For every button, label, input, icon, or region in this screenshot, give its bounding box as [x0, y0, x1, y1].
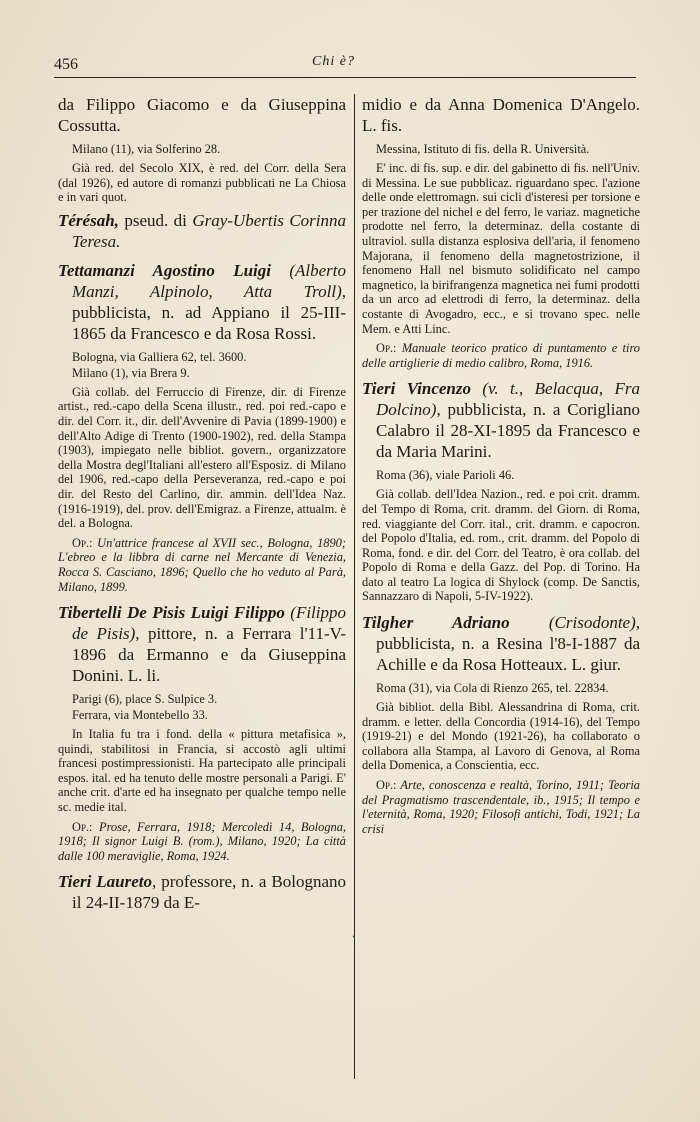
entry-name: Tieri Vincenzo	[362, 379, 472, 399]
works-list: Arte, conoscenza e realtà, Torino, 1911; Teoria del Pragmatismo trascendentale, ib., 1915; Il tempo e l'eternità, Roma, 1920; Filosofi antichi, Todi, 1921; La crisi	[362, 778, 640, 836]
entry-works	[58, 820, 346, 864]
entry-summary: , pubblicista, n. ad Appiano il 25-III-1865 da Francesco e da Rosa Rossi.	[72, 281, 346, 343]
works-list: Un'attrice francese al XVII sec., Bologna, 1890; L'ebreo e la libbra di carne nel Mercante di Venezia, Rocca S. Casciano, 1896; Quello che ho veduto al Parà, Milano, 1899.	[58, 535, 346, 594]
address-line: Messina, Istituto di fis. della R. Università.	[376, 142, 590, 156]
address-line: Milano (1), via Brera 9.	[72, 365, 190, 380]
entry-biography: In Italia fu tra i fond. della « pittura metafisica », quindi, stabilitosi in Francia, si accostò agli ultimi francesi postimpressionisti. Ha partecipato alle principali espos. ital. ed ha tenuto delle mostre personali a Parigi. E' anche crit. d'arte ed ha insegnato per qualche tempo nelle sc. medie ital.	[58, 727, 346, 815]
works-label: Op.:	[72, 819, 93, 834]
entry-continuation: da Filippo Giacomo e da Giuseppina Cossutta.	[58, 95, 346, 135]
entry-summary: , pubblicista, n. a Resina l'8-I-1887 da Achille e da Rosa Hotteaux. L. giur.	[376, 613, 640, 675]
entry-summary: , pubblicista, n. a Corigliano Calabro il 28-XI-1895 da Francesco e da Maria Marini.	[376, 400, 640, 462]
works-label: Op.:	[376, 341, 397, 356]
address-line: Roma (36), viale Parioli 46.	[376, 468, 515, 483]
address-line: Milano (11), via Solferino 28.	[72, 142, 221, 156]
address-line: Parigi (6), place S. Sulpice 3.	[72, 692, 218, 707]
entry-address	[362, 680, 640, 696]
entry-pseudonyms: (v. t., Belacqua, Fra Dolcino)	[376, 379, 640, 420]
right-column	[362, 94, 640, 841]
header-rule	[54, 77, 636, 78]
entry-name: Térésah,	[58, 210, 119, 230]
entry-address	[362, 141, 640, 157]
entry-works	[58, 536, 346, 594]
entry-works	[362, 778, 640, 836]
address-line: Bologna, via Galliera 62, tel. 3600.	[72, 349, 247, 364]
entry-pseudonyms: (Crisodonte)	[509, 613, 636, 633]
entry-address	[362, 467, 640, 483]
entry-biography: Già collab. dell'Idea Nazion., red. e poi crit. dramm. del Tempo di Roma, crit. dramm. del Giorn. di Roma, red. viaggiante del Corr. ital., crit. dramm. e capocron. del Popolo d'Italia, ed. rom., crit. dramm. del Popolo di Roma, fond. e dir. del Corr. del Teatro, è ora collab. del Popolo di Roma e della Gazz. del Pop. di Torino. Ha dato al teatro La logica di Shylock (comp. De Sanctis, Sannazzaro di Napoli, 5-IV-1922).	[362, 487, 640, 604]
entry-pseudonyms: (Alberto Manzi, Alpinolo, Atta Troll)	[72, 260, 346, 301]
entry-continuation: midio e da Anna Domenica D'Angelo. L. fis.	[362, 95, 640, 135]
page-header	[54, 52, 636, 78]
entry-name: Tettamanzi Agostino Luigi	[58, 260, 272, 280]
entry-address	[58, 141, 346, 157]
entry-heading	[362, 612, 640, 675]
left-column	[58, 94, 346, 918]
page-number: 456	[54, 56, 78, 73]
margin-mark: ‹	[352, 930, 356, 942]
entry-address	[58, 349, 346, 381]
entry-heading	[58, 602, 346, 686]
works-label: Op.:	[72, 535, 93, 550]
entry-summary: , pittore, n. a Ferrara l'11-V-1896 da Ermanno e da Giuseppina Donini. L. li.	[72, 624, 346, 686]
entry-pseudonyms: (Filippo de Pisis)	[72, 603, 346, 644]
entry-works	[362, 341, 640, 370]
address-line: Roma (31), via Cola di Rienzo 265, tel. 22834.	[376, 681, 609, 696]
entry-biography: Già collab. del Ferruccio di Firenze, dir. di Firenze artist., red.-capo della Scena illustr., red. poi red.-capo e dir. del Corr. it., dir. dell'Avvenire di Pavia (1899-1900) e dell'Alto Adige di Trento (1900-1902), red. della Stampa (1903), impiegato nelle bibliot. govern., organizzatore della Mostra degl'Italiani all'estero all'Esposiz. di Milano del 1906, red.-capo della Perseveranza, red.-capo e poi dir. del Resto del Carlino, dir. ammin. dell'Idea Naz. (1916-1919), del. prov. dell'Emigraz. a Firenze, attualm. è del. a Bologna.	[58, 384, 346, 531]
running-head: Chi è?	[312, 54, 355, 69]
entry-name: Tieri Laureto	[58, 872, 153, 892]
entry-biography: E' inc. di fis. sup. e dir. del gabinetto di fis. nell'Univ. di Messina. Le sue pubblicaz. riguardano spec. l'azione delle onde elettromagn. sui cicli d'isteresi per torsione e per trazione del nichel e del ferro, le variaz. magnetiche prodotte nel ferro, la determinaz. della costante di ultraviol. sulla distanza esplosiva dell'aria, il fenomeno Majorana, il fenomeno della magnetostrizione, il fenomeno Hall nel bismuto solidificato nel campo magnetico, la birifrangenza magnetica nei fumi prodotti da un arco ad elettrodi di ferro, la determinaz. della costante di Avogadro, ecc., e si trovano spec. nelle Mem. e Atti Linc.	[362, 161, 640, 336]
address-line: Ferrara, via Montebello 33.	[72, 708, 208, 723]
works-list: Prose, Ferrara, 1918; Mercoledì 14, Bologna, 1918; Il signor Luigi B. (rom.), Milano, 1920; La città dalle 100 meraviglie, Roma, 1924.	[58, 819, 346, 863]
works-list: Manuale teorico pratico di puntamento e tiro delle artiglierie di medio calibro, Roma, 1916.	[362, 341, 640, 370]
entry-name: Tilgher Adriano	[362, 613, 510, 633]
entry-biography: Già bibliot. della Bibl. Alessandrina di Roma, crit. dramm. e letter. della Concordia (1914-16), del Tempo (1919-21) e del Mondo (1921-26), ha collaborato o collabora alla Stampa, al Lavoro di Genova, al Roma della Domenica, a Conscientia, ecc.	[362, 700, 640, 773]
entry-heading	[362, 378, 640, 462]
works-label: Op.:	[376, 778, 397, 793]
entry-summary: , professore, n. a Bolognano il 24-II-1879 da E-	[72, 872, 346, 913]
cross-reference-entry	[58, 210, 346, 252]
entry-heading	[58, 871, 346, 913]
entry-biography: Già red. del Secolo XIX, è red. del Corr. della Sera (dal 1926), ed autore di romanzi pubblicati ne La Chiosa e in vari quot.	[58, 161, 346, 205]
entry-address	[58, 691, 346, 723]
cross-reference-text: pseud. di	[118, 210, 193, 230]
entry-name: Tibertelli De Pisis Luigi Filippo	[58, 603, 285, 623]
entry-heading	[58, 260, 346, 344]
cross-reference-target: Gray-Ubertis Corinna Teresa.	[72, 210, 346, 251]
